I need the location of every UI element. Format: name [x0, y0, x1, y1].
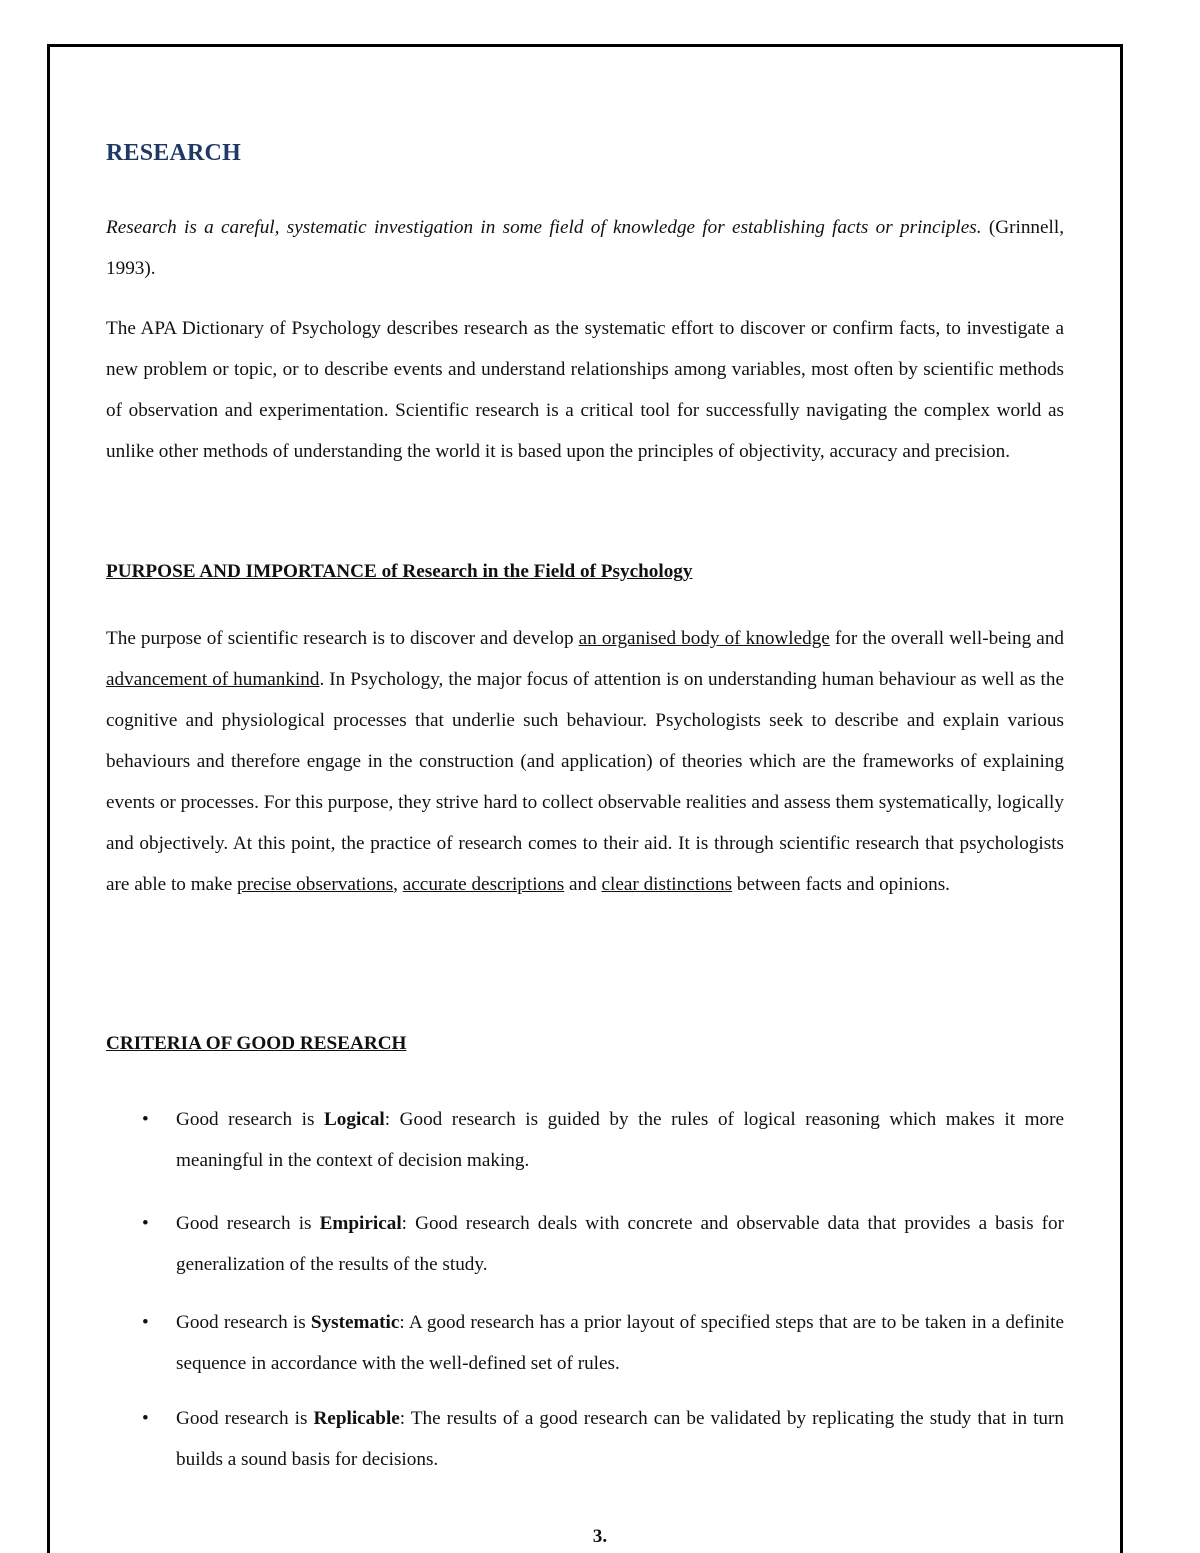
criteria-text: : The results of a good research can be validated by replicating the study that in turn builds a sound basis for decisions. [176, 1408, 1064, 1470]
criteria-text: : Good research is guided by the rules of logical reasoning which makes it more meaningful in the context of decision making. [176, 1109, 1065, 1171]
list-item [142, 1099, 1065, 1181]
purpose-text-5: and [564, 874, 602, 895]
criteria-prefix: Good research is [176, 1213, 320, 1234]
definition-citation: (Grinnell, 1993). [106, 217, 1064, 279]
criteria-text: : A good research has a prior layout of specified steps that are to be taken in a definite sequence in accordance with the well-defined set of rules. [176, 1312, 1064, 1374]
criteria-term: Replicable [313, 1408, 400, 1429]
purpose-underline-1: an organised body of knowledge [578, 628, 830, 649]
bullet-icon: • [142, 1312, 149, 1333]
purpose-text-6: between facts and opinions. [732, 874, 950, 895]
criteria-prefix: Good research is [176, 1408, 314, 1429]
criteria-term: Empirical [319, 1213, 402, 1234]
purpose-paragraph [106, 618, 1064, 905]
purpose-text-4: , [393, 874, 403, 895]
bullet-icon: • [142, 1109, 149, 1130]
definition-paragraph [106, 207, 1064, 289]
purpose-underline-4: accurate descriptions [402, 874, 565, 895]
list-item [142, 1203, 1064, 1285]
criteria-heading: CRITERIA OF GOOD RESEARCH [106, 1033, 407, 1054]
purpose-underline-2: advancement of humankind [106, 669, 320, 690]
purpose-underline-3: precise observations [237, 874, 394, 895]
criteria-prefix: Good research is [176, 1312, 311, 1333]
bullet-icon: • [142, 1213, 149, 1234]
page-title: RESEARCH [106, 140, 241, 166]
purpose-text-2: for the overall well-being and [829, 628, 1065, 649]
purpose-text-3: . In Psychology, the major focus of attention is on understanding human behaviour as well as the cognitive and physiological processes that underlie such behaviour. Psychologists seek to describe and explain various behaviours and therefore engage in the construction (and application) of theories which are the frameworks of explaining events or processes. For this purpose, they strive hard to collect observable realities and assess them systematically, logically and objectively. At this point, the practice of research comes to their aid. It is through scientific research that psychologists are able to make [106, 669, 1065, 895]
criteria-text: : Good research deals with concrete and observable data that provides a basis for generalization of the results of the study. [176, 1213, 1064, 1275]
purpose-heading: PURPOSE AND IMPORTANCE of Research in the Field of Psychology [106, 561, 693, 582]
page-number: 3. [592, 1526, 608, 1547]
list-item [142, 1302, 1064, 1384]
apa-paragraph: The APA Dictionary of Psychology describes research as the systematic effort to discover or confirm facts, to investigate a new problem or topic, or to describe events and understand relationships among variables, most often by scientific methods of observation and experimentation. Scientific research is a critical tool for successfully navigating the complex world as unlike other methods of understanding the world it is based upon the principles of objectivity, accuracy and precision. [106, 318, 1064, 462]
definition-text: Research is a careful, systematic investigation in some field of knowledge for establishing facts or principles. [106, 217, 982, 238]
list-item [142, 1398, 1064, 1480]
criteria-term: Logical [323, 1109, 385, 1130]
purpose-underline-5: clear distinctions [601, 874, 733, 895]
bullet-icon: • [142, 1408, 149, 1429]
criteria-prefix: Good research is [176, 1109, 324, 1130]
purpose-text-1: The purpose of scientific research is to discover and develop [106, 628, 579, 649]
criteria-term: Systematic [310, 1312, 400, 1333]
